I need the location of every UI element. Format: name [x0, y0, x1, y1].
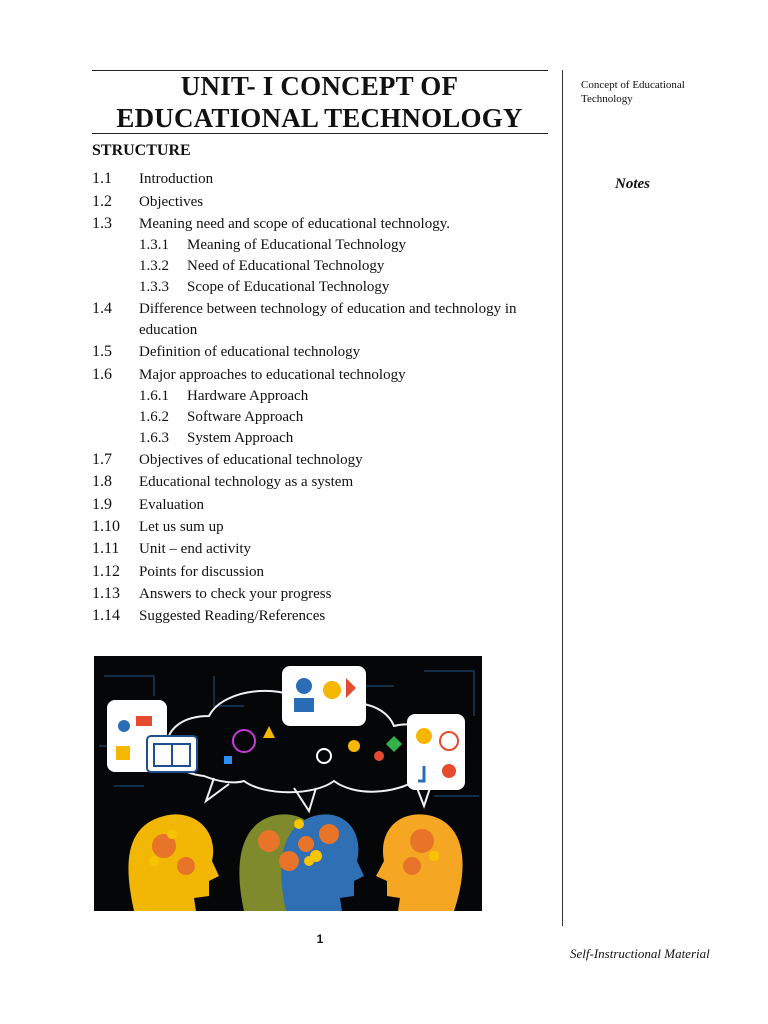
- toc-number: 1.6.3: [139, 429, 169, 446]
- toc-number: 1.9: [92, 495, 112, 513]
- toc-subitem: [92, 386, 548, 407]
- toc-item: [92, 365, 548, 386]
- toc-text: Introduction: [139, 171, 214, 188]
- toc-item: [92, 299, 548, 341]
- toc-item: [92, 562, 548, 583]
- toc-number: 1.3.3: [139, 278, 169, 295]
- toc-text: Answers to check your progress: [139, 585, 332, 602]
- toc-text: Unit – end activity: [139, 541, 252, 558]
- toc-item: [92, 169, 548, 190]
- toc-item: [92, 495, 548, 516]
- toc-text: Difference between technology of education and technology in education: [139, 301, 517, 339]
- toc-item: [92, 450, 548, 471]
- toc-item: [92, 539, 548, 560]
- toc-text: Suggested Reading/References: [139, 608, 326, 625]
- toc-number: 1.3: [92, 214, 112, 232]
- toc-text: Points for discussion: [139, 563, 265, 580]
- toc-item: [92, 214, 548, 235]
- toc-text: Educational technology as a system: [139, 474, 354, 491]
- toc-text: Need of Educational Technology: [187, 257, 385, 274]
- toc-number: 1.11: [92, 540, 120, 558]
- toc-item: [92, 517, 548, 538]
- toc-item: [92, 342, 548, 363]
- title-bottom-rule: [92, 133, 548, 134]
- title-line-2: EDUCATIONAL TECHNOLOGY: [116, 103, 523, 133]
- toc-number: 1.8: [92, 473, 112, 491]
- toc-number: 1.14: [92, 607, 120, 625]
- toc-subitem: [92, 235, 548, 256]
- toc-subitem: [92, 407, 548, 428]
- toc-number: 1.3.2: [139, 257, 169, 274]
- toc-item: [92, 584, 548, 605]
- toc-text: Objectives of educational technology: [139, 452, 363, 469]
- heads-with-speech-bubbles-illustration: [94, 656, 482, 911]
- toc-number: 1.12: [92, 562, 120, 580]
- notes-label: Notes: [615, 176, 650, 192]
- margin-divider: [562, 70, 563, 926]
- toc-number: 1.6: [92, 365, 112, 383]
- education-illustration: [94, 656, 482, 911]
- toc-text: Evaluation: [139, 496, 204, 513]
- title-line-1: UNIT- I CONCEPT OF: [180, 71, 459, 101]
- toc-item: [92, 192, 548, 213]
- toc-number: 1.6.1: [139, 387, 169, 404]
- toc-number: 1.1: [92, 170, 112, 188]
- toc-number: 1.4: [92, 300, 112, 318]
- toc-text: Meaning of Educational Technology: [187, 236, 407, 253]
- toc-item: [92, 606, 548, 627]
- toc-subitem: [92, 428, 548, 449]
- structure-heading: STRUCTURE: [92, 142, 191, 159]
- footer-label: Self-Instructional Material: [570, 946, 710, 961]
- toc-item: [92, 472, 548, 493]
- toc-text: Software Approach: [187, 408, 304, 425]
- running-head: Concept of Educational Technology: [581, 79, 685, 105]
- toc-text: Meaning need and scope of educational technology.: [139, 215, 451, 232]
- toc-text: Definition of educational technology: [139, 344, 361, 361]
- toc-text: System Approach: [187, 429, 294, 446]
- toc-number: 1.5: [92, 343, 112, 361]
- toc-text: Major approaches to educational technology: [139, 366, 406, 383]
- toc-number: 1.7: [92, 451, 112, 469]
- toc-subitem: [92, 277, 548, 298]
- toc-subitem: [92, 256, 548, 277]
- toc-number: 1.10: [92, 517, 120, 535]
- toc-number: 1.2: [92, 192, 112, 210]
- toc-text: Objectives: [139, 193, 204, 210]
- page-number: 1: [316, 932, 324, 946]
- page-title: [92, 70, 547, 134]
- toc-text: Hardware Approach: [187, 387, 309, 404]
- toc-number: 1.3.1: [139, 236, 169, 253]
- toc-number: 1.13: [92, 584, 120, 602]
- table-of-contents: [92, 168, 548, 627]
- toc-number: 1.6.2: [139, 408, 169, 425]
- toc-text: Let us sum up: [139, 518, 224, 535]
- toc-text: Scope of Educational Technology: [187, 278, 390, 295]
